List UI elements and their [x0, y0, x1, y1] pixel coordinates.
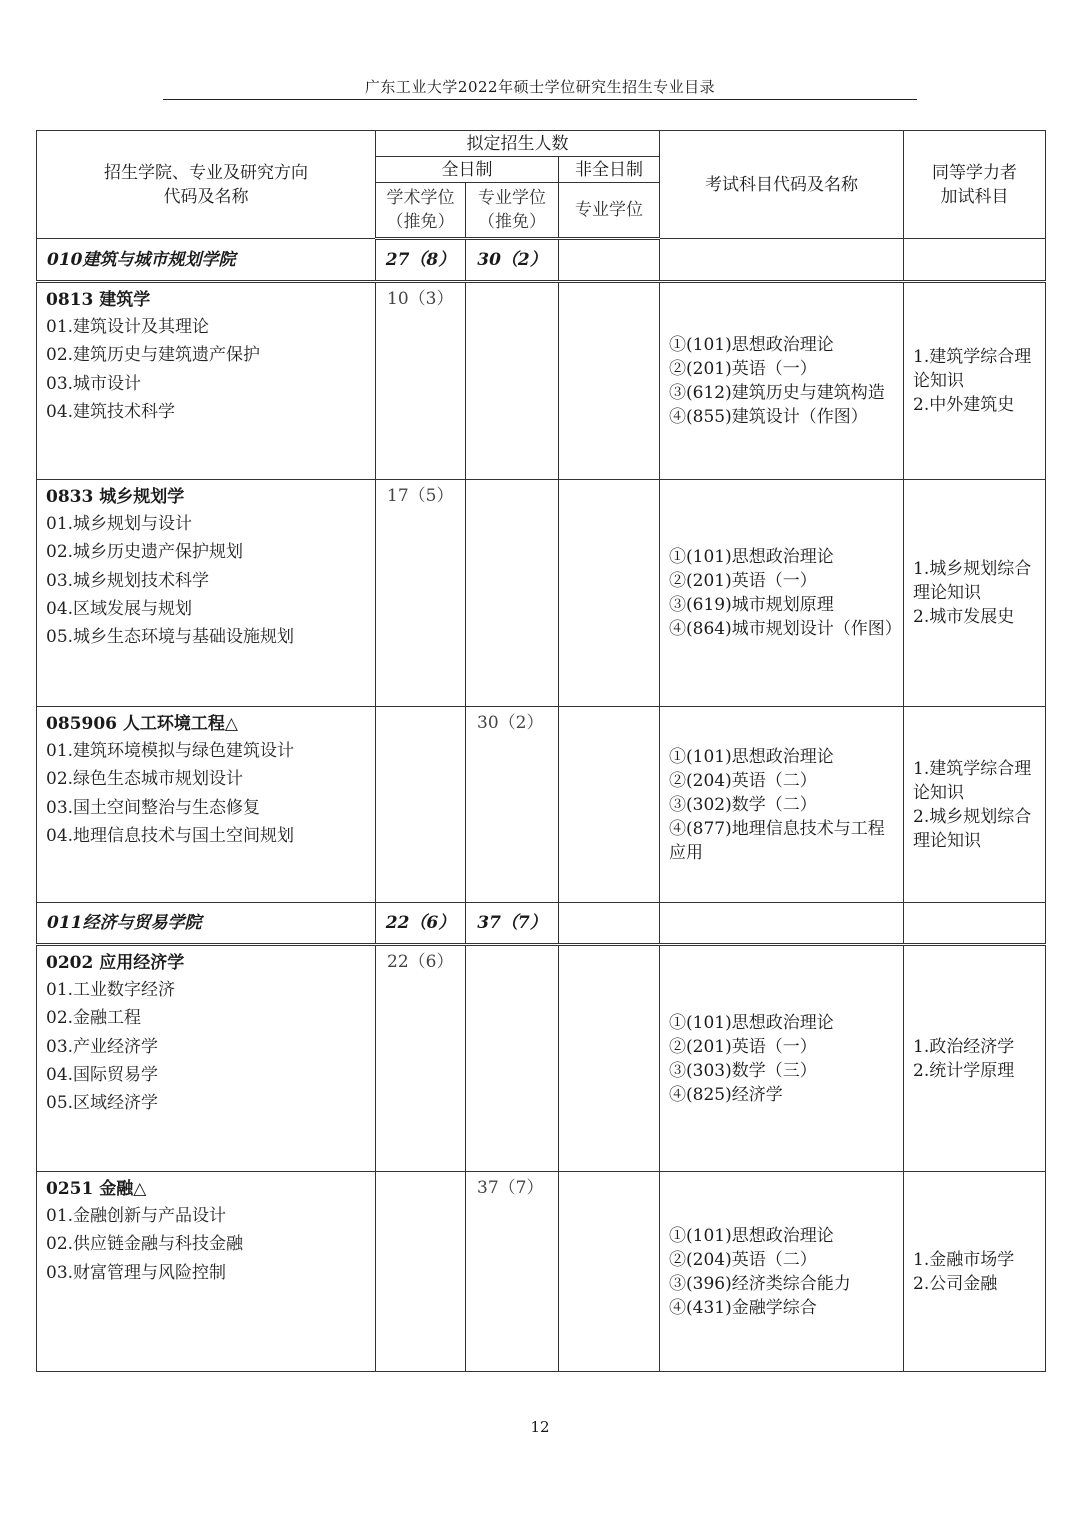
exam-item: ①(101)思想政治理论: [669, 746, 834, 767]
college-professional-count: 37（7）: [466, 903, 559, 945]
college-name: 010建筑与城市规划学院: [37, 239, 376, 282]
exam-item: ②(201)英语（一）: [669, 359, 817, 379]
extra-item: 1.政治经济学: [913, 1036, 1015, 1057]
header-extra-subjects: 同等学力者加试科目: [904, 131, 1046, 239]
header-part-time: 非全日制: [559, 157, 660, 183]
direction-item: 02.金融工程: [46, 1008, 142, 1029]
extra-subjects: [904, 1172, 1046, 1372]
extra-subjects: [904, 480, 1046, 707]
header-col1: 招生学院、专业及研究方向代码及名称: [37, 131, 376, 239]
extra-item: 2.统计学原理: [913, 1060, 1015, 1081]
extra-item: 2.城市发展史: [913, 607, 1015, 627]
major-title: 0251 金融△: [46, 1179, 147, 1199]
major-title: 0202 应用经济学: [46, 953, 185, 973]
exam-item: ②(204)英语（二）: [669, 1249, 817, 1270]
table-header-row: [37, 131, 1046, 157]
direction-item: 01.金融创新与产品设计: [46, 1206, 227, 1226]
major-title: 0813 建筑学: [46, 290, 151, 310]
academic-count: 10（3）: [376, 282, 466, 480]
college-professional-count: 30（2）: [466, 239, 559, 282]
header-planned-count: 拟定招生人数: [376, 131, 660, 157]
header-professional-degree-pt: 专业学位: [559, 183, 660, 239]
exam-item: ②(201)英语（一）: [669, 1036, 817, 1057]
exam-item: ③(302)数学（二）: [669, 794, 817, 815]
page-number: 12: [530, 1418, 550, 1436]
direction-item: 03.财富管理与风险控制: [46, 1262, 227, 1283]
extra-item: 2.中外建筑史: [913, 395, 1015, 415]
extra-item: 1.城乡规划综合理论知识: [913, 559, 1032, 603]
direction-item: 03.产业经济学: [46, 1036, 159, 1057]
major-row: [37, 480, 1046, 707]
direction-item: 05.城乡生态环境与基础设施规划: [46, 627, 295, 648]
exam-item: ①(101)思想政治理论: [669, 1012, 834, 1033]
direction-item: 01.工业数字经济: [46, 980, 176, 1000]
exam-subjects: [660, 945, 904, 1172]
exam-item: ②(201)英语（一）: [669, 571, 817, 591]
direction-item: 04.建筑技术科学: [46, 401, 176, 422]
direction-item: 03.城市设计: [46, 373, 142, 394]
professional-count: 30（2）: [466, 707, 559, 903]
enrollment-catalog-table: [36, 130, 1046, 1372]
extra-item: 1.建筑学综合理论知识: [913, 758, 1032, 803]
exam-item: ③(396)经济类综合能力: [669, 1273, 851, 1294]
exam-item: ①(101)思想政治理论: [669, 335, 834, 355]
major-title: 085906 人工环境工程△: [46, 714, 238, 734]
major-cell: [37, 1172, 376, 1372]
header-full-time: 全日制: [376, 157, 559, 183]
direction-item: 01.城乡规划与设计: [46, 514, 193, 534]
exam-item: ③(303)数学（三）: [669, 1060, 817, 1081]
direction-item: 02.供应链金融与科技金融: [46, 1234, 244, 1255]
exam-item: ④(431)金融学综合: [669, 1297, 817, 1318]
extra-item: 2.城乡规划综合理论知识: [913, 806, 1032, 851]
exam-item: ④(855)建筑设计（作图）: [669, 407, 868, 427]
college-academic-count: 27（8）: [376, 239, 466, 282]
direction-item: 05.区域经济学: [46, 1093, 159, 1114]
major-cell: [37, 282, 376, 480]
exam-item: ③(619)城市规划原理: [669, 595, 834, 615]
professional-count: [466, 945, 559, 1172]
extra-item: 2.公司金融: [913, 1273, 998, 1294]
direction-item: 04.地理信息技术与国土空间规划: [46, 825, 295, 846]
major-row: [37, 945, 1046, 1172]
direction-item: 03.城乡规划技术科学: [46, 570, 210, 591]
professional-count: 37（7）: [466, 1172, 559, 1372]
direction-item: 02.建筑历史与建筑遗产保护: [46, 345, 261, 366]
professional-count: [466, 480, 559, 707]
header-academic-degree: 学术学位（推免）: [376, 183, 466, 239]
exam-subjects: [660, 1172, 904, 1372]
major-title: 0833 城乡规划学: [46, 487, 185, 507]
exam-item: ④(825)经济学: [669, 1084, 783, 1105]
direction-item: 01.建筑环境模拟与绿色建筑设计: [46, 741, 295, 761]
exam-item: ③(612)建筑历史与建筑构造: [669, 383, 885, 403]
extra-subjects: [904, 282, 1046, 480]
exam-subjects: [660, 707, 904, 903]
major-row: [37, 1172, 1046, 1372]
exam-item: ①(101)思想政治理论: [669, 1225, 834, 1246]
academic-count: [376, 707, 466, 903]
academic-count: 22（6）: [376, 945, 466, 1172]
extra-subjects: [904, 707, 1046, 903]
page-header: 广东工业大学2022年硕士学位研究生招生专业目录: [364, 78, 716, 96]
professional-count: [466, 282, 559, 480]
major-row: [37, 707, 1046, 903]
direction-item: 02.绿色生态城市规划设计: [46, 769, 244, 790]
direction-item: 04.区域发展与规划: [46, 598, 193, 619]
academic-count: [376, 1172, 466, 1372]
exam-item: ②(204)英语（二）: [669, 770, 817, 791]
extra-subjects: [904, 945, 1046, 1172]
major-cell: [37, 707, 376, 903]
exam-item: ④(877)地理信息技术与工程应用: [669, 818, 885, 863]
exam-item: ④(864)城市规划设计（作图）: [669, 619, 902, 639]
college-row: [37, 903, 1046, 945]
college-name: 011经济与贸易学院: [37, 903, 376, 945]
direction-item: 02.城乡历史遗产保护规划: [46, 542, 244, 563]
college-row: [37, 239, 1046, 282]
header-rule: [163, 99, 917, 100]
exam-subjects: [660, 282, 904, 480]
extra-item: 1.建筑学综合理论知识: [913, 347, 1032, 391]
extra-item: 1.金融市场学: [913, 1249, 1015, 1270]
exam-subjects: [660, 480, 904, 707]
header-exam-subjects: 考试科目代码及名称: [660, 131, 904, 239]
exam-item: ①(101)思想政治理论: [669, 547, 834, 567]
direction-item: 04.国际贸易学: [46, 1064, 159, 1085]
academic-count: 17（5）: [376, 480, 466, 707]
major-cell: [37, 945, 376, 1172]
major-row: [37, 282, 1046, 480]
college-academic-count: 22（6）: [376, 903, 466, 945]
direction-item: 01.建筑设计及其理论: [46, 317, 210, 337]
direction-item: 03.国土空间整治与生态修复: [46, 797, 261, 818]
major-cell: [37, 480, 376, 707]
header-professional-degree-ft: 专业学位（推免）: [466, 183, 559, 239]
